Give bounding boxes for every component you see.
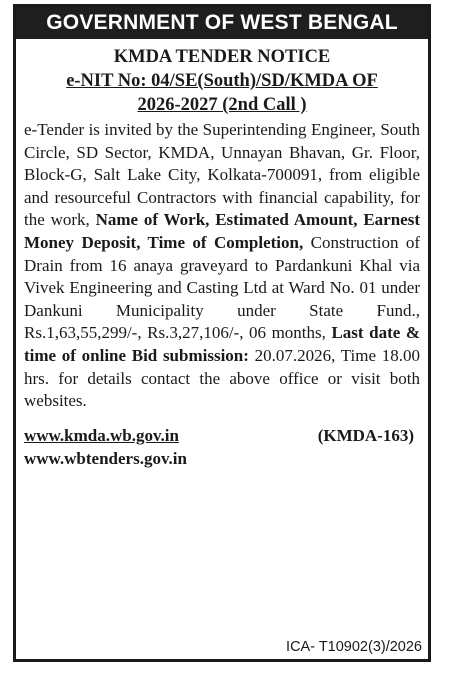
government-banner: GOVERNMENT OF WEST BENGAL: [16, 7, 428, 39]
notice-paragraph: [24, 119, 420, 413]
deadline-value: 20.07.2026, Time 18.00 hrs. for details contact the above office or visit both websites.: [24, 345, 420, 411]
deadline-label: Last date & time of online Bid submission:: [24, 323, 420, 365]
notice-title: KMDA TENDER NOTICE: [113, 47, 331, 67]
kmda-website-link[interactable]: www.kmda.wb.gov.in: [24, 425, 179, 445]
tender-notice: [13, 4, 431, 662]
wbtenders-website-link[interactable]: www.wbtenders.gov.in: [24, 448, 187, 468]
nit-number-line1: e-NIT No: 04/SE(South)/SD/KMDA OF: [66, 71, 378, 91]
ica-reference: ICA- T10902(3)/2026: [286, 639, 422, 655]
notice-body: [16, 39, 428, 471]
fields-label: Name of Work, Estimated Amount, Earnest Money Deposit, Time of Completion,: [24, 210, 420, 252]
links-row: [24, 425, 420, 447]
notice-code: (KMDA-163): [317, 425, 414, 445]
work-details: Construction of Drain from 16 anaya graveyard to Pardankuni Khal via Vivek Engineering and Casting Ltd at Ward No. 01 under Dankuni Municipality under State Fund., Rs.1,63,55,299/-, Rs.3,27,106/-, 06 months,: [24, 232, 420, 343]
intro-text: e-Tender is invited by the Superintending Engineer, South Circle, SD Sector, KMDA, Unnayan Bhavan, Gr. Floor, Block-G, Salt Lake City, Kolkata-700091, from eligible and resourceful Contractors with financial capability, for the work,: [24, 120, 420, 230]
nit-number-line2: 2026-2027 (2nd Call ): [137, 95, 307, 115]
